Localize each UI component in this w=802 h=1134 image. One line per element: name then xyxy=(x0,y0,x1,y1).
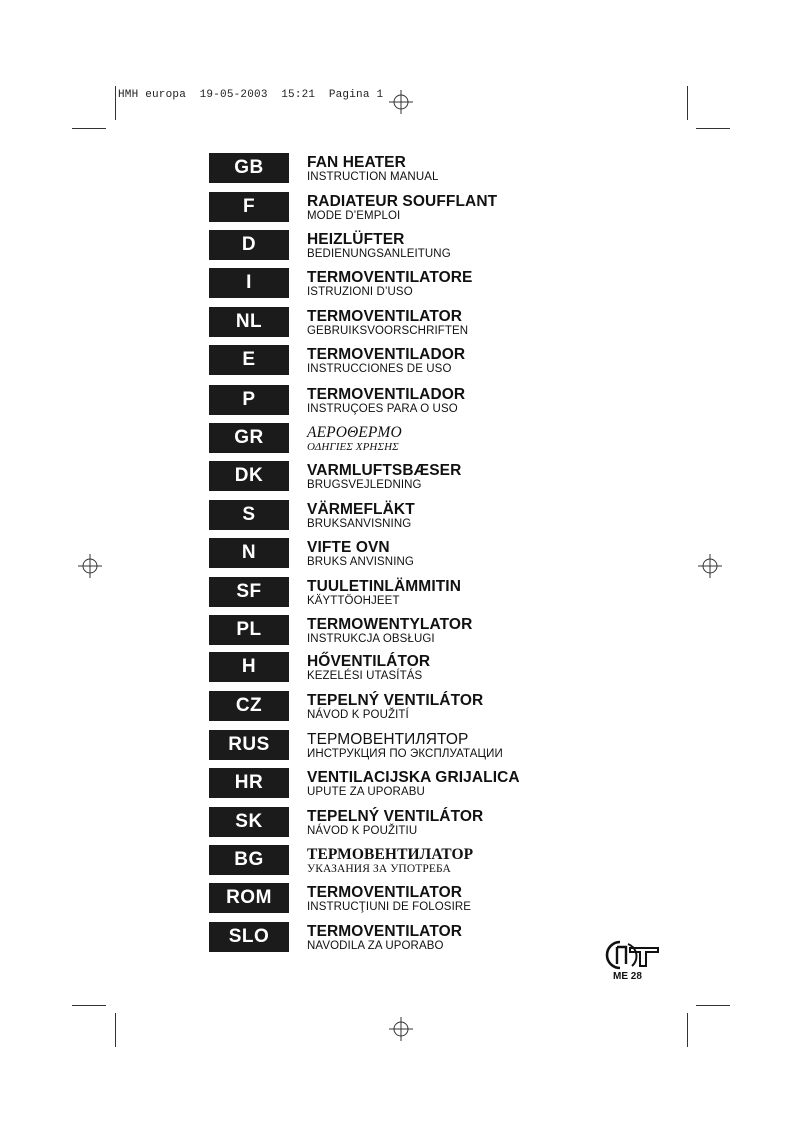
product-title: HEIZLÜFTER xyxy=(307,231,405,248)
language-row-gb xyxy=(209,153,549,183)
language-code-badge: PL xyxy=(209,615,289,645)
manual-subtitle: UPUTE ZA UPORABU xyxy=(307,786,425,798)
manual-subtitle: GEBRUIKSVOORSCHRIFTEN xyxy=(307,325,469,337)
manual-subtitle: INSTRUÇOES PARA O USO xyxy=(307,403,458,415)
manual-subtitle: INSTRUCCIONES DE USO xyxy=(307,363,452,375)
language-code-badge: I xyxy=(209,268,289,298)
language-row-rus xyxy=(209,730,549,760)
language-row-f xyxy=(209,192,549,222)
language-code-badge: S xyxy=(209,500,289,530)
language-code-badge: NL xyxy=(209,307,289,337)
language-code-badge: DK xyxy=(209,461,289,491)
manual-subtitle: INSTRUKCJA OBSŁUGI xyxy=(307,633,435,645)
language-code-badge: F xyxy=(209,192,289,222)
language-row-pl xyxy=(209,615,549,645)
product-title: TEPELNÝ VENTILÁTOR xyxy=(307,808,484,825)
language-code-badge: HR xyxy=(209,768,289,798)
language-code-badge: SF xyxy=(209,577,289,607)
language-row-sk xyxy=(209,807,549,837)
crop-mark xyxy=(696,1005,730,1006)
manual-subtitle: УКАЗАНИЯ ЗА УПОТРЕБА xyxy=(307,863,451,875)
product-title: TUULETINLÄMMITIN xyxy=(307,578,461,595)
language-row-rom xyxy=(209,883,549,913)
print-header: HMH europa 19-05-2003 15:21 Pagina 1 xyxy=(118,89,384,101)
language-code-badge: ROM xyxy=(209,883,289,913)
language-row-cz xyxy=(209,691,549,721)
language-row-gr xyxy=(209,423,549,453)
product-title: TERMOVENTILATOR xyxy=(307,923,463,940)
manual-subtitle: NÁVOD K POUŽITIU xyxy=(307,825,418,837)
manual-subtitle: NÁVOD K POUŽITÍ xyxy=(307,709,409,721)
language-code-badge: E xyxy=(209,345,289,375)
language-code-badge: H xyxy=(209,652,289,682)
language-code-badge: BG xyxy=(209,845,289,875)
product-title: TERMOVENTILATOR xyxy=(307,308,463,325)
language-code-badge: GR xyxy=(209,423,289,453)
language-row-s xyxy=(209,500,549,530)
language-row-sf xyxy=(209,577,549,607)
crop-mark xyxy=(696,128,730,129)
manual-subtitle: ИНСТРУКЦИЯ ПО ЭКСПЛУАТАЦИИ xyxy=(307,748,503,760)
language-code-badge: N xyxy=(209,538,289,568)
registration-mark-icon xyxy=(389,90,413,114)
language-row-h xyxy=(209,652,549,682)
language-code-badge: D xyxy=(209,230,289,260)
language-code-badge: SLO xyxy=(209,922,289,952)
language-row-slo xyxy=(209,922,549,952)
manual-subtitle: INSTRUCTION MANUAL xyxy=(307,171,439,183)
product-title: TERMOVENTILATOR xyxy=(307,884,463,901)
product-title: TERMOVENTILADOR xyxy=(307,386,466,403)
certification-code: ME 28 xyxy=(613,971,642,982)
product-title: ΑΕΡΟΘΕΡΜΟ xyxy=(307,424,402,441)
language-row-nl xyxy=(209,307,549,337)
language-row-n xyxy=(209,538,549,568)
product-title: TERMOVENTILADOR xyxy=(307,346,466,363)
product-title: VENTILACIJSKA GRIJALICA xyxy=(307,769,520,786)
product-title: VIFTE OVN xyxy=(307,539,390,556)
language-row-dk xyxy=(209,461,549,491)
language-code-badge: P xyxy=(209,385,289,415)
product-title: RADIATEUR SOUFFLANT xyxy=(307,193,498,210)
language-code-badge: RUS xyxy=(209,730,289,760)
language-code-badge: CZ xyxy=(209,691,289,721)
manual-subtitle: BRUGSVEJLEDNING xyxy=(307,479,422,491)
language-code-badge: GB xyxy=(209,153,289,183)
language-row-d xyxy=(209,230,549,260)
product-title: VARMLUFTSBÆSER xyxy=(307,462,462,479)
product-title: TERMOVENTILATORE xyxy=(307,269,473,286)
manual-subtitle: KÄYTTÖOHJEET xyxy=(307,595,400,607)
product-title: VÄRMEFLÄKT xyxy=(307,501,415,518)
language-row-p xyxy=(209,385,549,415)
language-row-e xyxy=(209,345,549,375)
product-title: TEPELNÝ VENTILÁTOR xyxy=(307,692,484,709)
registration-mark-icon xyxy=(78,554,102,578)
registration-mark-icon xyxy=(698,554,722,578)
crop-mark xyxy=(115,86,116,120)
language-row-bg xyxy=(209,845,549,875)
crop-mark xyxy=(72,1005,106,1006)
language-row-i xyxy=(209,268,549,298)
crop-mark xyxy=(687,86,688,120)
manual-subtitle: BRUKSANVISNING xyxy=(307,518,412,530)
manual-subtitle: INSTRUCŢIUNI DE FOLOSIRE xyxy=(307,901,472,913)
manual-subtitle: MODE D’EMPLOI xyxy=(307,210,401,222)
crop-mark xyxy=(687,1013,688,1047)
manual-subtitle: BRUKS ANVISNING xyxy=(307,556,414,568)
manual-subtitle: NAVODILA ZA UPORABO xyxy=(307,940,444,952)
product-title: HŐVENTILÁTOR xyxy=(307,653,431,670)
product-title: ТЕРМОВЕНТИЛАТОР xyxy=(307,846,474,863)
language-code-badge: SK xyxy=(209,807,289,837)
crop-mark xyxy=(115,1013,116,1047)
manual-subtitle: BEDIENUNGSANLEITUNG xyxy=(307,248,451,260)
product-title: FAN HEATER xyxy=(307,154,406,171)
product-title: ТЕРМОВЕНТИЛЯТОР xyxy=(307,731,469,748)
manual-subtitle: KEZELÉSI UTASÍTÁS xyxy=(307,670,423,682)
manual-subtitle: ΟΔΗΓΙΕΣ ΧΡΗΣΗΣ xyxy=(307,441,399,453)
manual-subtitle: ISTRUZIONI D’USO xyxy=(307,286,413,298)
product-title: TERMOWENTYLATOR xyxy=(307,616,473,633)
language-row-hr xyxy=(209,768,549,798)
crop-mark xyxy=(72,128,106,129)
registration-mark-icon xyxy=(389,1017,413,1041)
